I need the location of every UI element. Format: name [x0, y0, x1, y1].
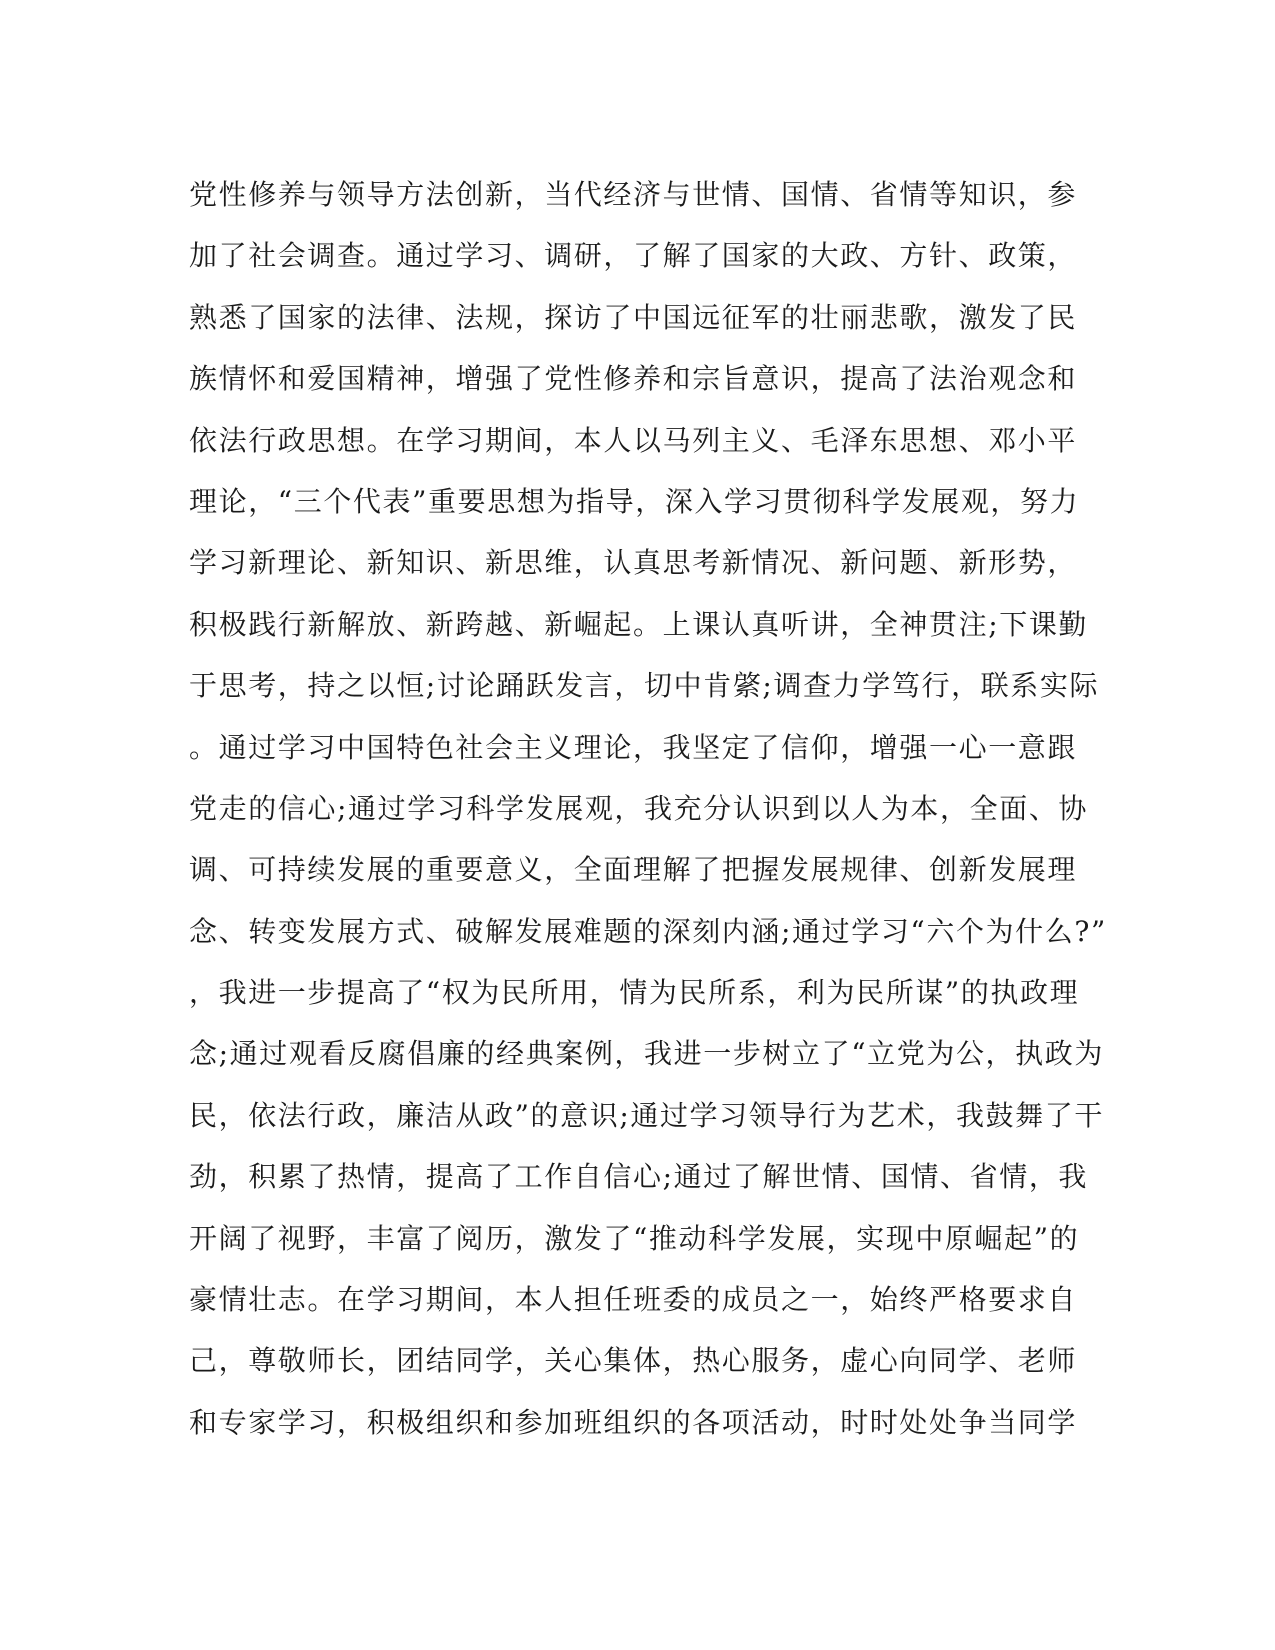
text-line: 族情怀和爱国精神，增强了党性修养和宗旨意识，提高了法治观念和 [189, 362, 1078, 396]
text-line: 念;通过观看反腐倡廉的经典案例，我进一步树立了“立党为公，执政为 [189, 1037, 1104, 1071]
text-line: 念、转变发展方式、破解发展难题的深刻内涵;通过学习“六个为什么?” [189, 914, 1107, 948]
text-line: 理论，“三个代表”重要思想为指导，深入学习贯彻科学发展观，努力 [189, 484, 1080, 518]
text-line: 调、可持续发展的重要意义，全面理解了把握发展规律、创新发展理 [189, 853, 1078, 887]
text-line: 劲，积累了热情，提高了工作自信心;通过了解世情、国情、省情，我 [189, 1160, 1089, 1194]
text-line: 熟悉了国家的法律、法规，探访了中国远征军的壮丽悲歌，激发了民 [189, 300, 1078, 334]
text-line: 加了社会调查。通过学习、调研，了解了国家的大政、方针、政策， [189, 239, 1078, 273]
text-line: 豪情壮志。在学习期间，本人担任班委的成员之一，始终严格要求自 [189, 1283, 1078, 1317]
text-line: ，我进一步提高了“权为民所用，情为民所系，利为民所谋”的执政理 [189, 976, 1080, 1010]
text-line: 。通过学习中国特色社会主义理论，我坚定了信仰，增强一心一意跟 [189, 730, 1078, 764]
text-line: 民，依法行政，廉洁从政”的意识;通过学习领导行为艺术，我鼓舞了干 [189, 1098, 1104, 1132]
text-line: 于思考，持之以恒;讨论踊跃发言，切中肯綮;调查力学笃行，联系实际 [189, 669, 1100, 703]
text-line: 和专家学习，积极组织和参加班组织的各项活动，时时处处争当同学 [189, 1405, 1078, 1439]
text-line: 学习新理论、新知识、新思维，认真思考新情况、新问题、新形势， [189, 546, 1078, 580]
text-line: 开阔了视野，丰富了阅历，激发了“推动科学发展，实现中原崛起”的 [189, 1221, 1080, 1255]
text-line: 党性修养与领导方法创新，当代经济与世情、国情、省情等知识，参 [189, 178, 1078, 211]
text-line: 依法行政思想。在学习期间，本人以马列主义、毛泽东思想、邓小平 [189, 423, 1078, 457]
text-line: 积极践行新解放、新跨越、新崛起。上课认真听讲，全神贯注;下课勤 [189, 607, 1089, 641]
text-line: 党走的信心;通过学习科学发展观，我充分认识到以人为本，全面、协 [189, 791, 1089, 825]
body-text [189, 164, 1107, 1453]
text-line: 己，尊敬师长，团结同学，关心集体，热心服务，虚心向同学、老师 [189, 1344, 1078, 1378]
